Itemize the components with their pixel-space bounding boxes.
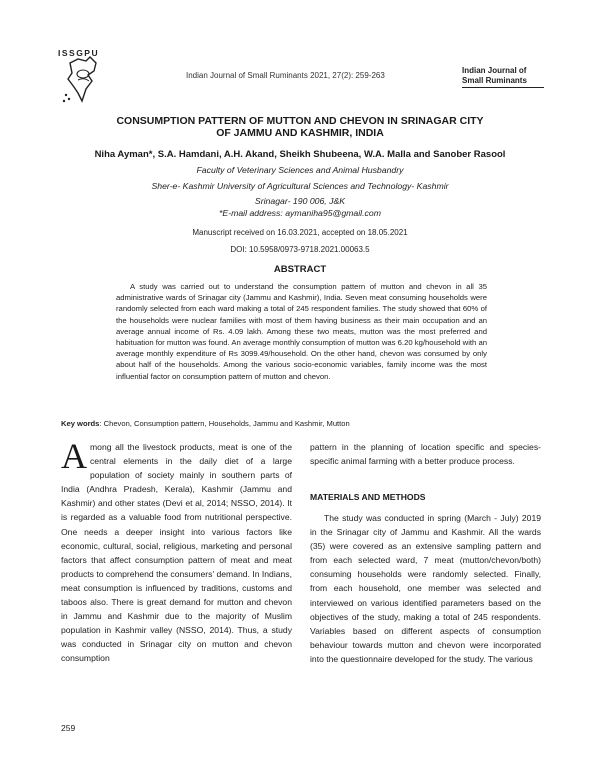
logo-text: ISSGPU — [58, 48, 100, 58]
keywords — [61, 419, 541, 428]
title-line1: CONSUMPTION PATTERN OF MUTTON AND CHEVON IN SRINAGAR CITY — [116, 115, 484, 127]
journal-name-line2: Small Ruminants — [462, 76, 527, 85]
affiliation-address: Srinagar- 190 006, J&K — [254, 196, 346, 206]
introduction-paragraph — [61, 436, 292, 666]
keywords-label: Key words — [61, 419, 100, 428]
affiliation-university: Sher-e- Kashmir University of Agricultural Sciences and Technology- Kashmir — [151, 181, 449, 191]
journal-reference: Indian Journal of Small Ruminants 2021, 27(2): 259-263 — [186, 71, 385, 80]
author-email: *E-mail address: aymaniha95@gmail.com — [219, 208, 381, 218]
abstract-heading: ABSTRACT — [273, 264, 327, 275]
manuscript-dates: Manuscript received on 16.03.2021, accepted on 18.05.2021 — [192, 228, 408, 237]
section-heading-methods: MATERIALS AND METHODS — [310, 492, 426, 502]
journal-name-box — [462, 66, 544, 88]
introduction-continuation: pattern in the planning of location specific and species-specific animal farming with a better produce process. — [310, 442, 541, 467]
affiliation-faculty: Faculty of Veterinary Sciences and Animal Husbandry — [196, 165, 404, 175]
article-title — [60, 115, 540, 139]
author-list: Niha Ayman*, S.A. Hamdani, A.H. Akand, Sheikh Shubeena, W.A. Malla and Sanober Rasool — [94, 149, 506, 160]
introduction-text: mong all the livestock products, meat is one of the central elements in the daily diet of a large population of society mainly in southern parts of India (Andhra Pradesh, Kerala), Kashmir (Jammu and Kashmir) and other states (Devi et al, 2014; NSSO, 2014). It is regarded as a valuable food from nutritional perspective. One needs a deeper insight into various factors like economic, cultural, social, religious, marketing and personal factors that affect consumption pattern of meat and meat products to comprehend the consumers' demand. In Indians, meat consumption is influenced by traditions, customs and taboos also. There is great demand for mutton and chevon in Jammu and Kashmir due to the majority of Muslim population in Kashmir valley (NSSO, 2014). Thus, a study was conducted in Srinagar city on mutton and chevon consumption — [61, 442, 292, 664]
journal-name-line1: Indian Journal of — [462, 66, 527, 75]
keywords-list: : Chevon, Consumption pattern, Households, Jammu and Kashmir, Mutton — [99, 419, 350, 428]
title-line2: OF JAMMU AND KASHMIR, INDIA — [216, 127, 384, 139]
abstract-text: A study was carried out to understand the consumption pattern of mutton and chevon in all 35 administrative wards of Srinagar city (Jammu and Kashmir), India. Seven meat consuming households were randomly selected from each ward making a total of 245 respondent families. The study showed that 60% of the households were nuclear families with most of them having business as their main occupation and an average annual income of Rs. 4.09 lakh. Among these two meats, mutton was the most preferred and habituation for mutton was found. An average monthly consumption of mutton was 6.20 kg/household with an average monthly expenditure of Rs 3099.49/household. On the other hand, chevon was consumed by only about half of the households. Among the various socio-economic variables, family income was the most influential factor on consumption pattern of mutton and chevon. — [116, 282, 487, 381]
doi: DOI: 10.5958/0973-9718.2021.00063.5 — [230, 245, 370, 254]
drop-cap: A — [61, 436, 87, 476]
page-number: 259 — [61, 723, 76, 733]
methods-paragraph: The study was conducted in spring (March - July) 2019 in the Srinagar city of Jammu and Kashmir. All the wards (35) were covered as an extensive sampling pattern and from each selected ward, 7 meat (mutton/chevon/both) consuming households were randomly selected. Finally, from each household, one member was selected and interviewed on various identified parameters based on the objectives of the study, making a total of 245 respondents. Variables based on different aspects of consumption behaviour towards mutton and chevon were incorporated into the questionnaire developed for the study. The various — [310, 513, 541, 664]
